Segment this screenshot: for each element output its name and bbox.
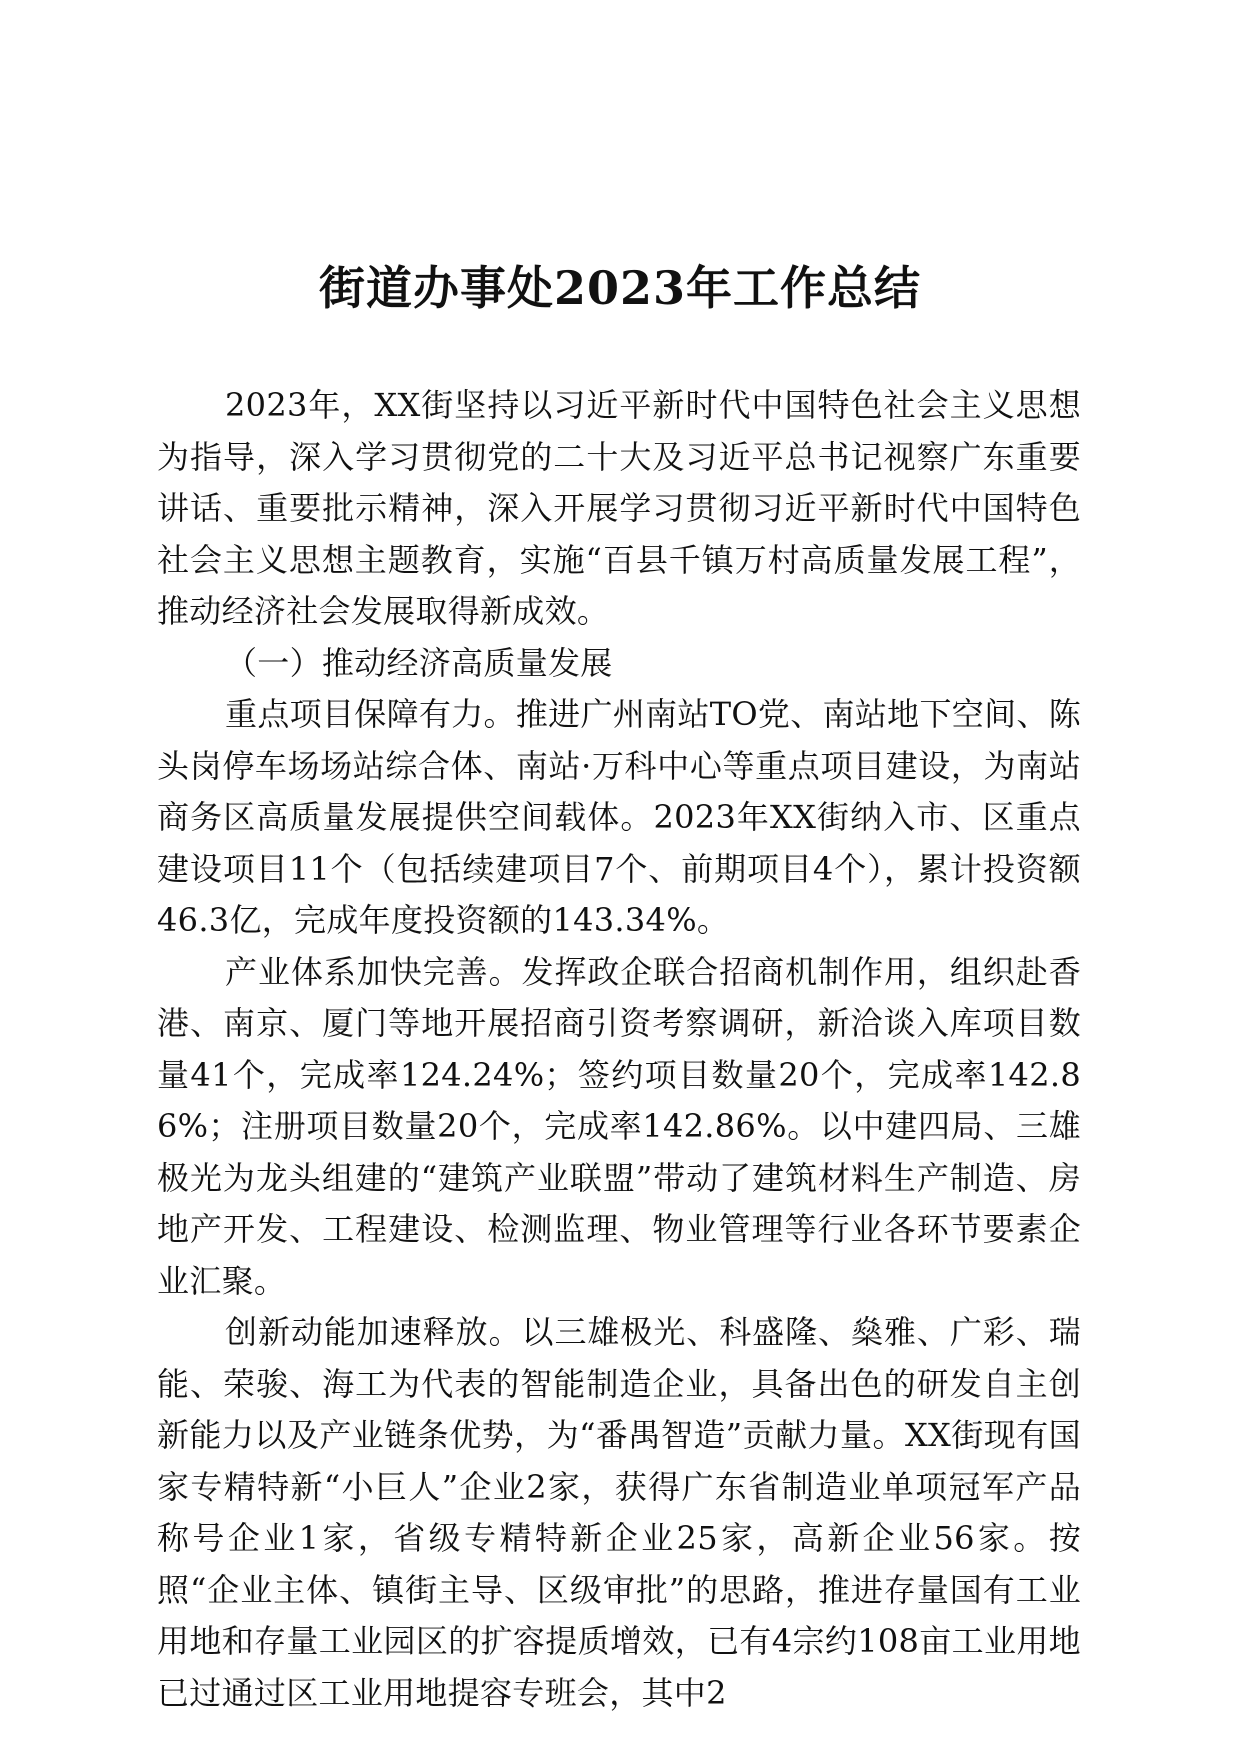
paragraph-innovation: 创新动能加速释放。以三雄极光、科盛隆、燊雅、广彩、瑞能、荣骏、海工为代表的智能制造企业，具备出色的研发自主创新能力以及产业链条优势，为“番禺智造”贡献力量。XX街现有国家专精特新“小巨人”企业2家，获得广东省制造业单项冠军产品称号企业1家，省级专精特新企业25家，高新企业56家。按照“企业主体、镇街主导、区级审批”的思路，推进存量国有工业用地和存量工业园区的扩容提质增效，已有4宗约108亩工业用地已过通过区工业用地提容专班会，其中2 [157, 1313, 1081, 1712]
document-title: 街道办事处2023年工作总结 [318, 261, 922, 315]
intro-paragraph: 2023年，XX街坚持以习近平新时代中国特色社会主义思想为指导，深入学习贯彻党的二十大及习近平总书记视察广东重要讲话、重要批示精神，深入开展学习贯彻习近平新时代中国特色社会主义思想主题教育，实施“百县千镇万村高质量发展工程”，推动经济社会发展取得新成效。 [157, 386, 1081, 630]
section-heading-economy: （一）推动经济高质量发展 [225, 643, 613, 682]
document-body [157, 380, 1081, 1719]
paragraph-key-projects: 重点项目保障有力。推进广州南站TO党、南站地下空间、陈头岗停车场场站综合体、南站·万科中心等重点项目建设，为南站商务区高质量发展提供空间载体。2023年XX街纳入市、区重点建设项目11个（包括续建项目7个、前期项目4个），累计投资额46.3亿，完成年度投资额的143.34%。 [157, 695, 1081, 939]
paragraph-industry-system: 产业体系加快完善。发挥政企联合招商机制作用，组织赴香港、南京、厦门等地开展招商引资考察调研，新洽谈入库项目数量41个，完成率124.24%；签约项目数量20个，完成率142.86%；注册项目数量20个，完成率142.86%。以中建四局、三雄极光为龙头组建的“建筑产业联盟”带动了建筑材料生产制造、房地产开发、工程建设、检测监理、物业管理等行业各环节要素企业汇聚。 [157, 952, 1081, 1300]
